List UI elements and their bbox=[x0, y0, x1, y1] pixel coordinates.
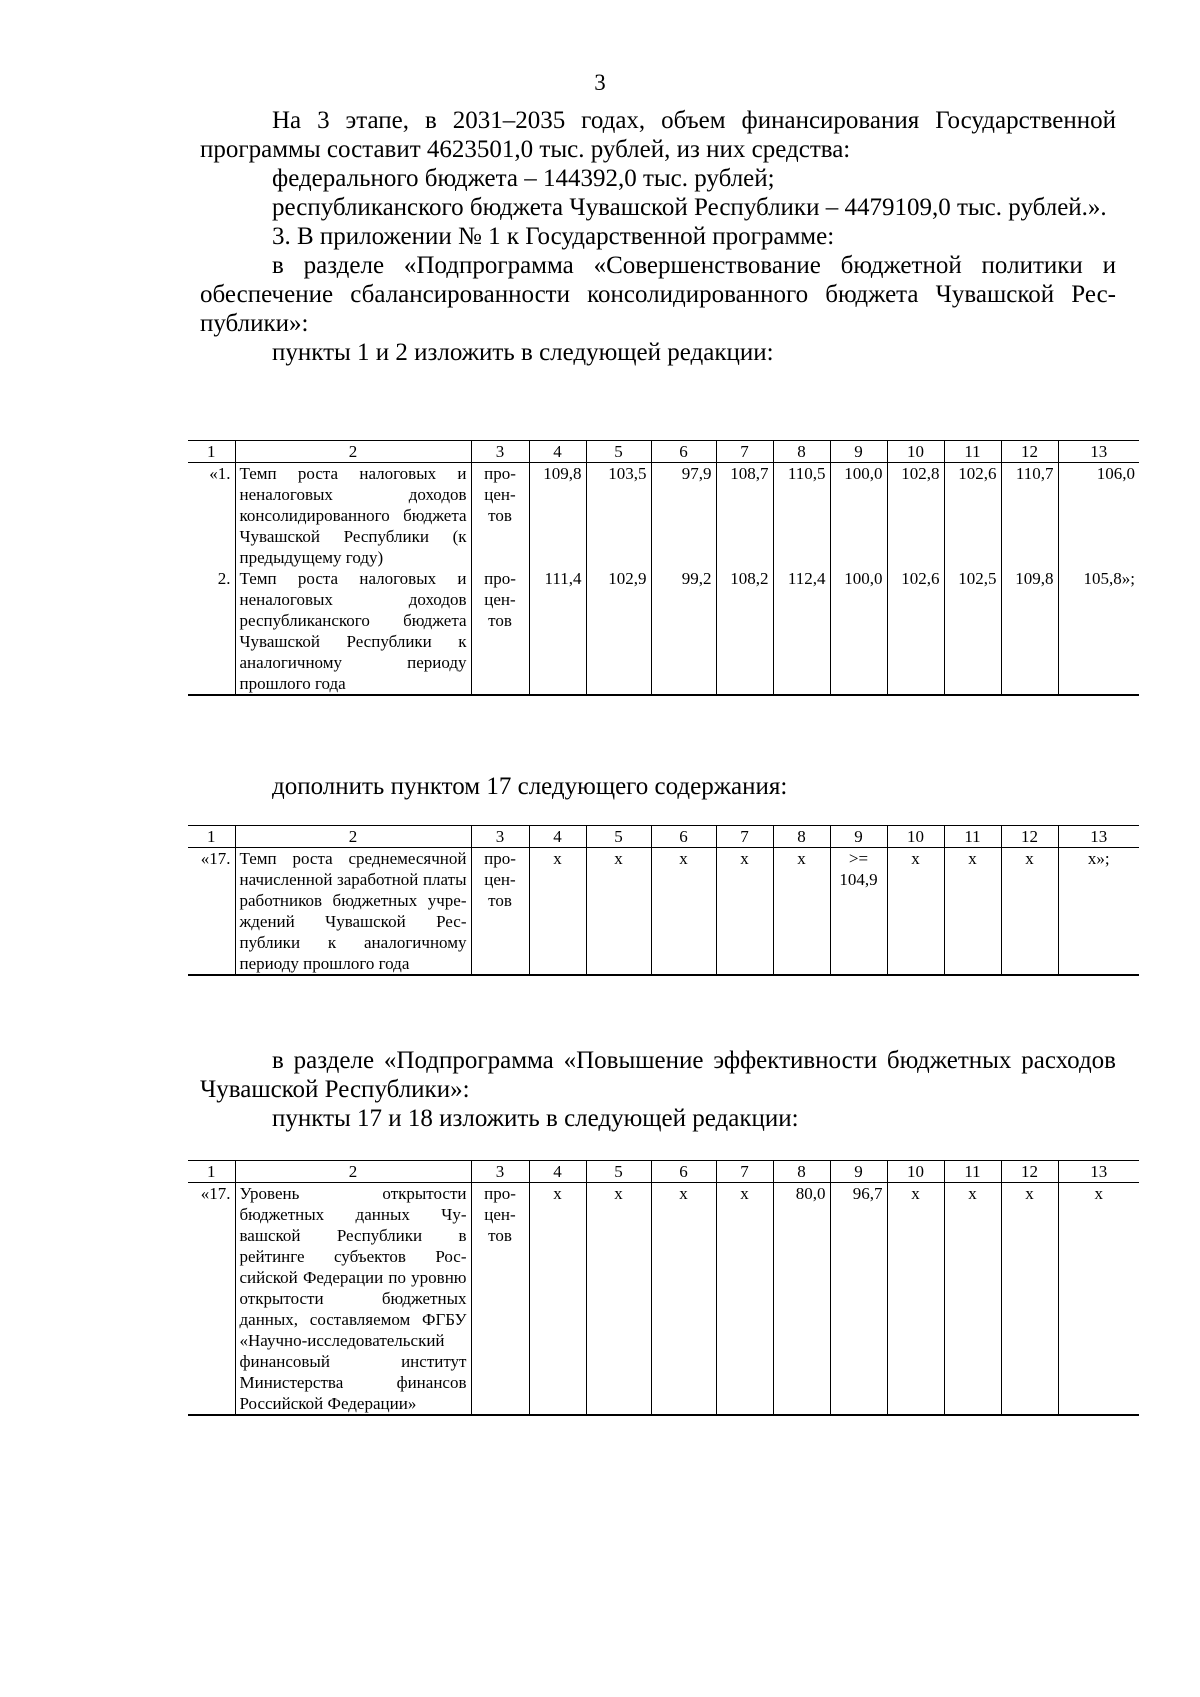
column-header: 1 bbox=[188, 826, 235, 848]
column-header: 13 bbox=[1058, 441, 1139, 463]
page-number: 3 bbox=[594, 70, 606, 95]
column-header: 7 bbox=[716, 1161, 773, 1183]
value-cell: 109,8 bbox=[529, 463, 586, 569]
column-header: 3 bbox=[471, 1161, 529, 1183]
value-cell: 110,5 bbox=[773, 463, 830, 569]
indicator-name: Темп роста налоговых и неналоговых доходов республиканского бюджета Чувашской Республики к аналогичному периоду прошлого года bbox=[235, 568, 471, 695]
value-cell: x bbox=[651, 848, 716, 976]
column-header: 11 bbox=[944, 441, 1001, 463]
value-cell: x»; bbox=[1058, 848, 1139, 976]
value-cell: 100,0 bbox=[830, 463, 887, 569]
value-cell: x bbox=[586, 1183, 651, 1416]
indicator-name: Темп роста налоговых и неналоговых доходов консолидированного бюджета Чувашской Республики (к предыдущему году) bbox=[235, 463, 471, 569]
column-header: 13 bbox=[1058, 1161, 1139, 1183]
value-cell: x bbox=[1058, 1183, 1139, 1416]
value-cell: 102,6 bbox=[887, 568, 944, 695]
column-header: 10 bbox=[887, 826, 944, 848]
column-header: 12 bbox=[1001, 1161, 1058, 1183]
mid-text-2 bbox=[200, 1046, 1116, 1133]
value-cell: 102,5 bbox=[944, 568, 1001, 695]
value-cell: x bbox=[716, 848, 773, 976]
column-header: 10 bbox=[887, 441, 944, 463]
value-cell: x bbox=[1001, 1183, 1058, 1416]
value-cell: 102,9 bbox=[586, 568, 651, 695]
table-row bbox=[188, 463, 1139, 569]
value-cell: x bbox=[887, 1183, 944, 1416]
value-cell: 105,8»; bbox=[1058, 568, 1139, 695]
value-cell: 108,2 bbox=[716, 568, 773, 695]
value-cell: 109,8 bbox=[1001, 568, 1058, 695]
value-cell: x bbox=[529, 848, 586, 976]
column-header: 11 bbox=[944, 1161, 1001, 1183]
value-cell: 102,6 bbox=[944, 463, 1001, 569]
value-cell: x bbox=[651, 1183, 716, 1416]
column-header: 10 bbox=[887, 1161, 944, 1183]
row-number: 2. bbox=[188, 568, 235, 695]
value-cell: x bbox=[944, 1183, 1001, 1416]
column-header: 2 bbox=[235, 826, 471, 848]
value-cell: 80,0 bbox=[773, 1183, 830, 1416]
column-header: 2 bbox=[235, 441, 471, 463]
column-header: 7 bbox=[716, 826, 773, 848]
value-cell: x bbox=[944, 848, 1001, 976]
column-header: 1 bbox=[188, 441, 235, 463]
value-cell: x bbox=[586, 848, 651, 976]
column-header: 5 bbox=[586, 826, 651, 848]
column-header: 3 bbox=[471, 441, 529, 463]
value-cell: x bbox=[529, 1183, 586, 1416]
indicators-table-3 bbox=[188, 1160, 1139, 1416]
value-cell: >= 104,9 bbox=[830, 848, 887, 976]
column-header: 11 bbox=[944, 826, 1001, 848]
column-header: 13 bbox=[1058, 826, 1139, 848]
column-header: 9 bbox=[830, 441, 887, 463]
column-header: 4 bbox=[529, 1161, 586, 1183]
intro-paragraph: 3. В приложении № 1 к Государственной программе: bbox=[272, 223, 835, 250]
table-row bbox=[188, 568, 1139, 695]
mid-text-1 bbox=[200, 772, 1116, 801]
column-header: 6 bbox=[651, 441, 716, 463]
mid-paragraph: в разделе «Подпрограмма «Повышение эффективности бюджетных расходов Чувашской Республики»: bbox=[200, 1047, 1116, 1103]
intro-paragraph: в разделе «Подпрограмма «Совершенствование бюджетной политики и обеспечение сбалансированности консолидированного бюджета Чувашской Республики»: bbox=[200, 252, 1116, 337]
column-header: 7 bbox=[716, 441, 773, 463]
column-header: 6 bbox=[651, 826, 716, 848]
table-header-row bbox=[188, 441, 1139, 463]
value-cell: 110,7 bbox=[1001, 463, 1058, 569]
table-header-row bbox=[188, 1161, 1139, 1183]
value-cell: 112,4 bbox=[773, 568, 830, 695]
row-number: «17. bbox=[188, 848, 235, 976]
intro-paragraph: На 3 этапе, в 2031–2035 годах, объем финансирования Государственной программы составит 4623501,0 тыс. рублей, из них средства: bbox=[200, 107, 1116, 163]
column-header: 9 bbox=[830, 826, 887, 848]
value-cell: x bbox=[887, 848, 944, 976]
indicators-table-1 bbox=[188, 440, 1139, 696]
value-cell: 103,5 bbox=[586, 463, 651, 569]
unit-cell: процентов bbox=[471, 848, 529, 976]
value-cell: 96,7 bbox=[830, 1183, 887, 1416]
indicator-name: Уровень открытости бюджетных данных Чувашской Республики в рейтинге субъектов Российской Федерации по уровню открытости бюджетных данных, составляемом ФГБУ «Научно-исследовательский финансовый институт Министерства финансов Российской Федерации» bbox=[235, 1183, 471, 1416]
value-cell: x bbox=[1001, 848, 1058, 976]
column-header: 5 bbox=[586, 1161, 651, 1183]
column-header: 8 bbox=[773, 441, 830, 463]
column-header: 8 bbox=[773, 826, 830, 848]
row-number: «17. bbox=[188, 1183, 235, 1416]
value-cell: 111,4 bbox=[529, 568, 586, 695]
table-row bbox=[188, 1183, 1139, 1416]
value-cell: 108,7 bbox=[716, 463, 773, 569]
column-header: 1 bbox=[188, 1161, 235, 1183]
column-header: 8 bbox=[773, 1161, 830, 1183]
value-cell: 99,2 bbox=[651, 568, 716, 695]
unit-cell: процентов bbox=[471, 1183, 529, 1416]
column-header: 4 bbox=[529, 826, 586, 848]
intro-paragraph: республиканского бюджета Чувашской Республики – 4479109,0 тыс. рублей.». bbox=[272, 194, 1107, 221]
column-header: 12 bbox=[1001, 441, 1058, 463]
mid-paragraph: пункты 17 и 18 изложить в следующей редакции: bbox=[272, 1105, 799, 1132]
column-header: 5 bbox=[586, 441, 651, 463]
intro-paragraph: пункты 1 и 2 изложить в следующей редакции: bbox=[272, 339, 774, 366]
value-cell: 100,0 bbox=[830, 568, 887, 695]
indicators-table-2 bbox=[188, 825, 1139, 976]
intro-text bbox=[200, 106, 1116, 367]
value-cell: 102,8 bbox=[887, 463, 944, 569]
value-cell: 106,0 bbox=[1058, 463, 1139, 569]
value-cell: 97,9 bbox=[651, 463, 716, 569]
column-header: 3 bbox=[471, 826, 529, 848]
value-cell: x bbox=[773, 848, 830, 976]
intro-paragraph: федерального бюджета – 144392,0 тыс. рублей; bbox=[272, 165, 775, 192]
mid-paragraph: дополнить пунктом 17 следующего содержания: bbox=[272, 773, 788, 800]
column-header: 4 bbox=[529, 441, 586, 463]
row-number: «1. bbox=[188, 463, 235, 569]
column-header: 6 bbox=[651, 1161, 716, 1183]
unit-cell: процентов bbox=[471, 568, 529, 695]
column-header: 9 bbox=[830, 1161, 887, 1183]
indicator-name: Темп роста среднемесячной начисленной заработной платы работников бюджетных учреждений Чувашской Республики к аналогичному периоду прошлого года bbox=[235, 848, 471, 976]
table-header-row bbox=[188, 826, 1139, 848]
table-row bbox=[188, 848, 1139, 976]
column-header: 2 bbox=[235, 1161, 471, 1183]
value-cell: x bbox=[716, 1183, 773, 1416]
unit-cell: процентов bbox=[471, 463, 529, 569]
column-header: 12 bbox=[1001, 826, 1058, 848]
